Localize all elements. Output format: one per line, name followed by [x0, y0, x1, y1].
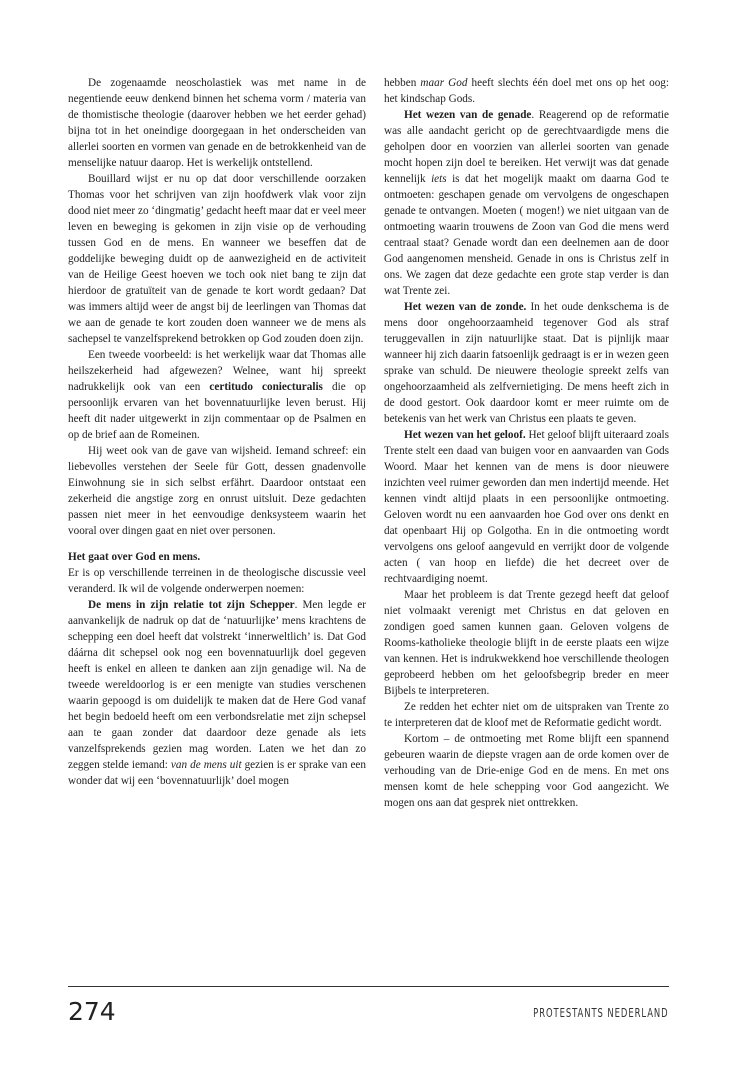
paragraph: Maar het probleem is dat Trente gezegd heeft dat geloof niet volmaakt verenigt met Christus en dat geloven en zondigen goed samen kunnen gaan. Geloven volgens de Rooms-katholieke theologie blijft in de eerste plaats een wijze van kennen. Het is indrukwekkend hoe verschillende theologen geprobeerd hebben om het geloofsbegrip breder en meer Bijbels te interpreteren. — [384, 589, 669, 697]
footer-rule — [68, 986, 669, 987]
text-run: : is het werkelijk waar dat Thomas alle heilszekerheid had afgewezen? Welnee, want hij spreekt nadrukkelijk ook van een — [68, 349, 366, 393]
italic-term: van de mens uit — [170, 759, 242, 771]
text-run: In het oude denkschema is de mens door ongehoorzaamheid tegenover God als straf teruggevallen in zijn natuurlijke staat. Dat is pijnlijk maar wanneer hij zich daarin fatsoenlijk gedraagt is er in wezen geen sprake van schuld. De nieuwere theologie spreekt zelfs van ongehoorzaamheid als zelfvernietiging. De mens heeft zich in de dood gestort. Ook daardoor komt er meer ruimte om de betekenis van het werk van Christus een plaats te geven. — [384, 301, 669, 425]
paragraph — [384, 299, 669, 427]
text-run: Het geloof blijft uiteraard zoals Trente stelt een daad van buigen voor en aanvaarden van Gods Woord. Maar het kennen van de mens is door nieuwere inzichten veel ruimer geworden dan men indertijd meende. Het kennen vindt altijd plaats in een persoonlijke ontmoeting. Geloven wordt nu een aanvaarden hoe God over ons denkt en dat openbaart Hij op Golgotha. En in die ontmoeting wordt vervolgens ons geloof aangevuld en verrijkt door de volgende acten ( van hoop en liefde) die het decreet over de rechtvaardiging noemt. — [384, 429, 669, 585]
left-column — [68, 75, 366, 789]
bold-term: Het wezen van het geloof. — [404, 429, 526, 441]
paragraph: Ze redden het echter niet om de uitspraken van Trente zo te interpreteren dat de kloof met de Reformatie gedicht wordt. — [384, 701, 669, 729]
paragraph: De zogenaamde neoscholastiek was met name in de negentiende eeuw denkend binnen het schema vorm / materia van de thomistische theologie (daarover hebben we het eerder gehad) bijna tot in het oneindige doorgegaan in het onderscheiden van allerlei soorten en vormen van genade en de betrokkenheid van de menselijke natuur daarop. Het is werkelijk ontstellend. — [68, 77, 366, 169]
paragraph: Kortom – de ontmoeting met Rome blijft een spannend gebeuren waarin de diepste vragen aan de orde komen over de verhouding van de Drie-enige God en de mens. En met ons mensen komt de hele schepping voor God aangezicht. We mogen ons aan dat gesprek niet onttrekken. — [384, 733, 669, 809]
italic-term: iets — [431, 173, 447, 185]
paragraph: Bouillard wijst er nu op dat door verschillende oorzaken Thomas voor het schrijven van zijn hoofdwerk vlak voor zijn dood niet meer zo ‘dingmatig’ gedacht heeft maar dat er veel meer leven en beweging is gekomen in zijn visie op de verhouding tussen God en de mens. En wanneer we beseffen dat de goddelijke beweging duidt op de aanwezigheid en de activiteit van de Heilige Geest hoeven we toch ook niet bang te zijn dat hierdoor de gratuïteit van de genade te kort wordt gedaan? Dat was immers altijd weer de angst bij de leerlingen van Thomas dat we aan de genade te kort zouden doen wanneer we de mens als sachepsel te vanzelfsprekend betrokken op God zouden doen zijn. — [68, 173, 366, 345]
bold-term: De mens in zijn relatie tot zijn Schepper — [88, 599, 295, 611]
text-run: Een tweede voorbeeld — [88, 349, 189, 361]
section-heading: Het gaat over God en mens. — [68, 551, 201, 563]
text-run: die op persoonlijk ervaren van het bovennatuurlijke leven berust. Hij heeft dit nader uitgewerkt in zijn commentaar op de Psalmen en op de brief aan de Romeinen. — [68, 381, 366, 441]
italic-term: maar God — [420, 77, 468, 89]
text-run: gezien is er sprake van een wonder dat wij een ‘bovennatuurlijk’ doel mogen — [68, 759, 366, 787]
paragraph — [384, 107, 669, 299]
text-run: . Reagerend op de reformatie was alle aandacht gericht op de gerechtvaardigde mens die geholpen door en voorzien van allerlei soorten van genade mocht hopen zijn doel te bereiken. Het verwijt was dat genade kennelijk — [384, 109, 669, 185]
paragraph: Hij weet ook van de gave van wijsheid. Iemand schreef: ein liebevolles verstehen der Seele für Gott, dessen gnadenvolle Einwohnung sie in sich selbst erfährt. Daardoor ontstaat een zekerheid die angstige zorg en onrust uitsluit. Deze gedachten passen niet meer in het eenvoudige denksysteem waarin het vooral over dingen gaat en niet over personen. — [68, 445, 366, 537]
text-run: hebben — [384, 77, 421, 89]
paragraph: Er is op verschillende terreinen in de theologische discussie veel veranderd. Ik wil de volgende onderwerpen noemen: — [68, 567, 366, 595]
paragraph — [68, 347, 366, 443]
right-column — [384, 75, 669, 811]
page-number: 274 — [68, 997, 116, 1026]
publication-name: PROTESTANTS NEDERLAND — [533, 1006, 669, 1020]
bold-term: Het wezen van de zonde. — [404, 301, 527, 313]
paragraph — [384, 427, 669, 587]
bold-term: certitudo coniecturalis — [209, 381, 323, 393]
paragraph — [68, 597, 366, 789]
text-run: . Men legde er aanvankelijk de nadruk op dat de ‘natuurlijke’ mens krachtens de schepping een doel heeft dat volstrekt ‘innerweltlich’ is. Dat God dáárna dit schepsel ook nog een bovennatuurlijk doel gegeven heeft is enkel en alleen te danken aan zijn genadige wil. Na de tweede wereldoorlog is er een menigte van studies verschenen waarin gepoogd is om duidelijk te maken dat de Here God vanaf het begin bedoeld heeft om een verbondsrelatie met zijn schepsel aan te gaan zonder dat daardoor deze genade als iets vanzelfsprekends gezien mag worden. Laten we het dan zo zeggen stelde iemand: — [68, 599, 366, 771]
paragraph — [384, 75, 669, 107]
bold-term: Het wezen van de genade — [404, 109, 532, 121]
text-run: heeft slechts één doel met ons op het oog: het kindschap Gods. — [384, 77, 670, 105]
text-run: is dat het mogelijk maakt om daarna God te ontmoeten: geschapen genade om vervolgens de ongeschapen genade te ontvangen. Moeten ( mogen!) we niet uitgaan van de ontmoeting waarin trouwens de Zoon van God die mens werd centraal staat? Genade wordt dan een deelnemen aan de door God aangenomen mensheid. Genade in ons is Christus zelf in ons. We zagen dat deze gedachte een grote stap verder is dan wat Trente zei. — [384, 173, 669, 297]
